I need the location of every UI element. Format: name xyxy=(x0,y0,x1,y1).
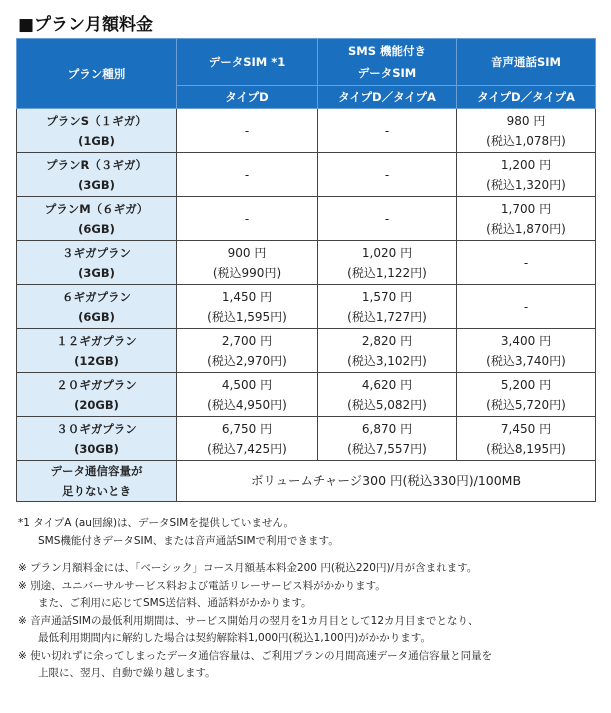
plan-name: ３０ギガプラン xyxy=(56,421,137,436)
price-tax-included: (税込1,320円) xyxy=(486,177,566,192)
header-voice-sim xyxy=(457,39,596,86)
header-plan-type: プラン種別 xyxy=(17,39,177,109)
plan-name-cell xyxy=(17,329,177,373)
volume-charge-cell: ボリュームチャージ300 円(税込330円)/100MB xyxy=(177,461,596,502)
header-data-sim xyxy=(177,39,318,86)
note-line: SMS機能付きデータSIM、または音声通話SIMで利用できます。 xyxy=(38,534,339,547)
notes xyxy=(18,515,492,683)
price-cell xyxy=(457,285,596,329)
plan-name: データ通信容量が xyxy=(50,464,143,478)
plan-name-cell xyxy=(17,461,177,502)
price-tax-included: (税込4,950円) xyxy=(207,397,287,412)
price-cell xyxy=(318,285,457,329)
plan-capacity: 足りないとき xyxy=(62,484,131,498)
price-tax-included: (税込5,082円) xyxy=(347,397,427,412)
price-tax-included: (税込1,727円) xyxy=(347,309,427,324)
header-type-data: タイプD xyxy=(177,86,318,109)
price-cell xyxy=(457,241,596,285)
note-line: 上限に、翌月、自動で繰り越します。 xyxy=(38,667,216,679)
price-tax-included: (税込7,425円) xyxy=(207,441,287,456)
price-value: 7,450 円 xyxy=(500,421,552,436)
table-row xyxy=(17,329,596,373)
price-tax-included: (税込1,078円) xyxy=(486,133,566,148)
price-tax-included: (税込8,195円) xyxy=(486,441,566,456)
price-cell xyxy=(177,197,318,241)
table-row xyxy=(17,153,596,197)
note-line: ※ 使い切れずに余ってしまったデータ通信容量は、ご利用プランの月間高速データ通信容量と同量を xyxy=(18,649,493,662)
plan-name: ６ギガプラン xyxy=(62,289,131,304)
price-cell xyxy=(457,153,596,197)
header-label: 音声通話SIM xyxy=(490,55,561,69)
plan-name: プランS（１ギガ） xyxy=(46,113,147,128)
price-cell xyxy=(318,417,457,461)
table-row xyxy=(17,285,596,329)
price-value: 4,620 円 xyxy=(361,377,413,392)
price-value: 1,570 円 xyxy=(361,289,413,304)
price-cell xyxy=(457,373,596,417)
price-value: 1,450 円 xyxy=(221,289,273,304)
price-value: 1,700 円 xyxy=(500,201,552,216)
price-value: 6,870 円 xyxy=(361,421,413,436)
plan-capacity: (3GB) xyxy=(78,265,115,280)
price-table xyxy=(16,38,596,502)
price-tax-included: (税込1,122円) xyxy=(347,265,427,280)
price-cell xyxy=(177,153,318,197)
note-line: 最低利用期間内に解約した場合は契約解除料1,000円(税込1,100円)がかかります。 xyxy=(38,632,431,644)
note-line: ※ プラン月額料金には、「ベーシック」コース月額基本料金200 円(税込220円)/月が含まれます。 xyxy=(18,562,478,574)
plan-name: ２０ギガプラン xyxy=(56,377,137,392)
plan-name-cell xyxy=(17,417,177,461)
plan-capacity: (1GB) xyxy=(78,133,115,148)
price-cell xyxy=(457,109,596,153)
price-tax-included: (税込2,970円) xyxy=(207,353,287,368)
plan-capacity: (30GB) xyxy=(74,441,119,456)
price-value: - xyxy=(384,123,390,138)
header-type-sms: タイプD／タイプA xyxy=(318,86,457,109)
price-value: - xyxy=(384,211,390,226)
price-value: - xyxy=(244,211,250,226)
price-tax-included: (税込3,740円) xyxy=(486,353,566,368)
plan-name-cell xyxy=(17,285,177,329)
plan-name: プランR（３ギガ） xyxy=(46,157,147,172)
price-table-wrapper xyxy=(16,38,595,502)
plan-name-cell xyxy=(17,241,177,285)
price-value: - xyxy=(384,167,390,182)
plan-capacity: (6GB) xyxy=(78,221,115,236)
price-tax-included: (税込5,720円) xyxy=(486,397,566,412)
price-value: 2,820 円 xyxy=(361,333,413,348)
table-row xyxy=(17,109,596,153)
price-tax-included: (税込3,102円) xyxy=(347,353,427,368)
plan-capacity: (20GB) xyxy=(74,397,119,412)
price-value: - xyxy=(244,123,250,138)
price-value: 1,200 円 xyxy=(500,157,552,172)
price-cell xyxy=(457,329,596,373)
plan-name: プランM（６ギガ） xyxy=(44,201,149,216)
table-row xyxy=(17,241,596,285)
price-cell xyxy=(177,285,318,329)
price-tax-included: (税込1,595円) xyxy=(207,309,287,324)
note-line: *1 タイプA (au回線)は、データSIMを提供していません。 xyxy=(18,517,294,529)
table-row xyxy=(17,373,596,417)
plan-capacity: (12GB) xyxy=(74,353,119,368)
price-tax-included: (税込1,870円) xyxy=(486,221,566,236)
price-cell xyxy=(177,109,318,153)
price-cell xyxy=(457,197,596,241)
price-value: 980 円 xyxy=(506,113,546,128)
price-cell xyxy=(177,329,318,373)
table-row xyxy=(17,197,596,241)
note-line: ※ 別途、ユニバーサルサービス料および電話リレーサービス料がかかります。 xyxy=(18,579,386,592)
page-title: ■プラン月額料金 xyxy=(18,15,154,35)
price-value: 900 円 xyxy=(227,245,267,260)
plan-name: １２ギガプラン xyxy=(56,333,137,348)
header-label: データSIM xyxy=(357,66,417,80)
price-value: 1,020 円 xyxy=(361,245,413,260)
header-label: データSIM *1 xyxy=(208,55,286,69)
price-cell xyxy=(177,241,318,285)
price-value: 5,200 円 xyxy=(500,377,552,392)
price-value: 4,500 円 xyxy=(221,377,273,392)
price-cell xyxy=(318,109,457,153)
plan-name: ３ギガプラン xyxy=(62,245,131,260)
price-value: - xyxy=(523,255,529,270)
table-row-volume-charge xyxy=(17,461,596,502)
price-tax-included: (税込7,557円) xyxy=(347,441,427,456)
price-cell xyxy=(318,329,457,373)
price-value: 6,750 円 xyxy=(221,421,273,436)
price-value: 2,700 円 xyxy=(221,333,273,348)
price-cell xyxy=(318,373,457,417)
table-row xyxy=(17,417,596,461)
plan-capacity: (6GB) xyxy=(78,309,115,324)
price-cell xyxy=(318,197,457,241)
plan-name-cell xyxy=(17,197,177,241)
price-cell xyxy=(177,417,318,461)
plan-name-cell xyxy=(17,109,177,153)
plan-capacity: (3GB) xyxy=(78,177,115,192)
header-type-voice: タイプD／タイプA xyxy=(457,86,596,109)
price-cell xyxy=(318,153,457,197)
price-cell xyxy=(177,373,318,417)
price-value: - xyxy=(523,299,529,314)
price-value: - xyxy=(244,167,250,182)
price-value: 3,400 円 xyxy=(500,333,552,348)
header-label: SMS 機能付き xyxy=(347,44,426,58)
note-line: ※ 音声通話SIMの最低利用期間は、サービス開始月の翌月を1カ月目として12カ月目までとなり、 xyxy=(18,614,479,627)
header-sms-sim xyxy=(318,39,457,86)
note-line: また、ご利用に応じてSMS送信料、通話料がかかります。 xyxy=(38,597,312,609)
plan-name-cell xyxy=(17,153,177,197)
price-cell xyxy=(457,417,596,461)
price-cell xyxy=(318,241,457,285)
plan-name-cell xyxy=(17,373,177,417)
price-tax-included: (税込990円) xyxy=(212,265,282,280)
